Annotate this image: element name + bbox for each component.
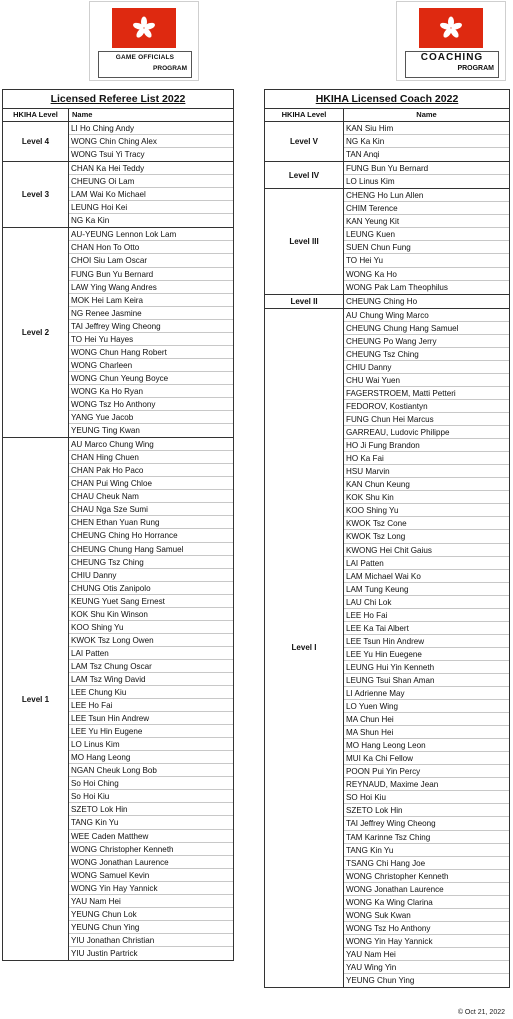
name-row: CHEUNG Ching Ho xyxy=(346,296,418,306)
level-column-header: HKIHA Level xyxy=(3,109,69,121)
name-row: CHUNG Otis Zanipolo xyxy=(69,582,233,595)
name-row: LI Ho Ching Andy xyxy=(69,122,233,135)
level-group xyxy=(3,228,233,438)
name-row: WONG Ka Ho xyxy=(344,268,509,281)
name-row: NGAN Cheuk Long Bob xyxy=(69,764,233,777)
level-label: Level III xyxy=(265,189,344,293)
name-row: TAM Karinne Tsz Ching xyxy=(344,831,509,844)
name-row: LEE Tsun Hin Andrew xyxy=(344,635,509,648)
name-row: LEE Tsun Hin Andrew xyxy=(69,712,233,725)
name-row: KOK Shu Kin xyxy=(344,491,509,504)
name-row: YEUNG Chun Ying xyxy=(346,976,415,986)
name-row: AU Chung Wing Marco xyxy=(344,309,509,322)
name-row: CHAU Nga Sze Sumi xyxy=(69,503,233,516)
name-row: GARREAU, Ludovic Philippe xyxy=(344,426,509,439)
name-row: FAGERSTROEM, Matti Petteri xyxy=(344,387,509,400)
name-list xyxy=(344,295,509,308)
name-row: CHEUNG Tsz Ching xyxy=(344,348,509,361)
name-row: TAI Jeffrey Wing Cheong xyxy=(344,817,509,830)
name-row: YAU Wing Yin xyxy=(344,961,509,974)
name-row: SZETO Lok Hin xyxy=(344,804,509,817)
name-row: CHAN Hing Chuen xyxy=(69,451,233,464)
name-row: POON Pui Yin Percy xyxy=(344,765,509,778)
name-row: CHU Wai Yuen xyxy=(344,374,509,387)
hong-kong-flag-icon xyxy=(112,8,176,48)
name-row: WONG Charleen xyxy=(69,359,233,372)
name-row: SZETO Lok Hin xyxy=(69,803,233,816)
name-row: TAI Jeffrey Wing Cheong xyxy=(69,320,233,333)
name-row: KOK Shu Kin Winson xyxy=(69,608,233,621)
name-row: TAN Anqi xyxy=(346,150,380,160)
level-column-header: HKIHA Level xyxy=(265,109,344,121)
name-row: REYNAUD, Maxime Jean xyxy=(344,778,509,791)
name-row: HSU Marvin xyxy=(344,465,509,478)
name-row: SUEN Chun Fung xyxy=(344,241,509,254)
name-row: LAM Wai Ko Michael xyxy=(69,188,233,201)
level-label: Level I xyxy=(265,309,344,987)
logo-program-box xyxy=(98,51,192,78)
name-row: CHEUNG Ching Ho Horrance xyxy=(69,529,233,542)
level-label: Level 1 xyxy=(3,438,69,960)
name-row: YEUNG Chun Ying xyxy=(69,921,233,934)
name-row: WONG Samuel Kevin xyxy=(69,869,233,882)
name-row: WONG Christopher Kenneth xyxy=(69,843,233,856)
name-row: CHAN Pui Wing Chloe xyxy=(69,477,233,490)
name-row: LAM Tsz Wing David xyxy=(69,673,233,686)
name-row: WONG Suk Kwan xyxy=(344,909,509,922)
name-list xyxy=(69,122,233,161)
name-row: CHAN Ka Hei Teddy xyxy=(69,162,233,175)
name-row: LO Linus Kim xyxy=(346,177,395,187)
name-row: FUNG Chun Hei Marcus xyxy=(344,413,509,426)
level-label: Level 3 xyxy=(3,162,69,227)
name-row: LAI Patten xyxy=(344,557,509,570)
name-row: CHIU Danny xyxy=(69,569,233,582)
level-label: Level 4 xyxy=(3,122,69,161)
coach-table-body xyxy=(265,122,509,987)
name-row: WONG Ka Wing Clarina xyxy=(344,896,509,909)
name-row: WONG Jonathan Laurence xyxy=(69,856,233,869)
name-row: KAN Chun Keung xyxy=(344,478,509,491)
name-row: YANG Yue Jacob xyxy=(69,411,233,424)
name-row: YAU Nam Hei xyxy=(344,948,509,961)
name-row: KAN Siu Him xyxy=(344,122,509,135)
name-row: TANG Kin Yu xyxy=(69,816,233,829)
name-row: HO Ji Fung Brandon xyxy=(344,439,509,452)
level-group xyxy=(265,162,509,189)
name-row: LEE Yu Hin Euegene xyxy=(344,648,509,661)
logo-line1: COACHING xyxy=(420,52,484,63)
name-row: YEUNG Chun Lok xyxy=(69,908,233,921)
name-row: LEE Ho Fai xyxy=(344,609,509,622)
referee-table-title: Licensed Referee List 2022 xyxy=(3,90,233,109)
name-row: CHENG Ho Lun Allen xyxy=(344,189,509,202)
name-row: KOO Shing Yu xyxy=(69,621,233,634)
referee-table-header xyxy=(3,109,233,122)
name-row: LO Yuen Wing xyxy=(344,700,509,713)
name-row: LI Adrienne May xyxy=(344,687,509,700)
coach-table-title: HKIHA Licensed Coach 2022 xyxy=(265,90,509,109)
name-row: FEDOROV, Kostiantyn xyxy=(344,400,509,413)
name-row: CHIU Danny xyxy=(344,361,509,374)
level-group xyxy=(265,295,509,309)
name-row: LEUNG Hoi Kei xyxy=(69,201,233,214)
name-row: AU Marco Chung Wing xyxy=(69,438,233,451)
name-row: YIU Jonathan Christian xyxy=(69,934,233,947)
name-row: CHAN Pak Ho Paco xyxy=(69,464,233,477)
name-row: HO Ka Fai xyxy=(344,452,509,465)
level-group xyxy=(265,122,509,162)
name-row: WONG Tsz Ho Anthony xyxy=(344,922,509,935)
name-row: YIU Justin Partrick xyxy=(71,948,138,958)
level-label: Level IV xyxy=(265,162,344,188)
name-row: WONG Jonathan Laurence xyxy=(344,883,509,896)
name-row: LEUNG Hui Yin Kenneth xyxy=(344,661,509,674)
name-row: TANG Kin Yu xyxy=(344,844,509,857)
name-row: KOO Shing Yu xyxy=(344,504,509,517)
name-row: MO Hang Leong Leon xyxy=(344,739,509,752)
logo-line1: GAME OFFICIALS xyxy=(115,54,175,61)
name-row: CHEUNG Po Wang Jerry xyxy=(344,335,509,348)
coaching-logo xyxy=(396,1,506,81)
name-row: CHEN Ethan Yuan Rung xyxy=(69,516,233,529)
name-row: WONG Pak Lam Theophilus xyxy=(346,282,448,292)
name-row: LEUNG Tsui Shan Aman xyxy=(344,674,509,687)
name-list xyxy=(69,228,233,437)
name-row: NG Ka Kin xyxy=(344,135,509,148)
level-label: Level II xyxy=(265,295,344,308)
name-row: WONG Chin Ching Alex xyxy=(69,135,233,148)
name-row: YAU Nam Hei xyxy=(69,895,233,908)
level-group xyxy=(265,309,509,987)
level-label: Level V xyxy=(265,122,344,161)
name-row: KAN Yeung Kit xyxy=(344,215,509,228)
name-row: WONG Christopher Kenneth xyxy=(344,870,509,883)
name-row: CHAN Hon To Otto xyxy=(69,241,233,254)
name-row: MUI Ka Chi Fellow xyxy=(344,752,509,765)
name-row: LAM Tung Keung xyxy=(344,583,509,596)
name-list xyxy=(69,438,233,960)
name-row: CHEUNG Oi Lam xyxy=(69,175,233,188)
name-row: CHIM Terence xyxy=(344,202,509,215)
name-row: WONG Ka Ho Ryan xyxy=(69,385,233,398)
name-row: LEE Chung Kiu xyxy=(69,686,233,699)
name-row: MOK Hei Lam Keira xyxy=(69,294,233,307)
name-column-header: Name xyxy=(416,110,437,119)
name-row: NG Ka Kin xyxy=(71,216,110,226)
referee-table-body xyxy=(3,122,233,960)
name-list xyxy=(344,309,509,987)
level-label: Level 2 xyxy=(3,228,69,437)
name-row: FUNG Bun Yu Bernard xyxy=(344,162,509,175)
game-officials-logo xyxy=(89,1,199,81)
name-row: LEE Ho Fai xyxy=(69,699,233,712)
name-row: WONG Tsz Ho Anthony xyxy=(69,398,233,411)
name-row: WONG Tsui Yi Tracy xyxy=(71,150,145,160)
name-row: So Hoi Ching xyxy=(69,777,233,790)
name-row: So Hoi Kiu xyxy=(69,790,233,803)
level-group xyxy=(3,122,233,162)
name-row: LAU Chi Lok xyxy=(344,596,509,609)
name-row: KWOK Tsz Long xyxy=(344,530,509,543)
name-row: YEUNG Ting Kwan xyxy=(71,426,140,436)
coach-table xyxy=(264,89,510,988)
name-row: LEUNG Kuen xyxy=(344,228,509,241)
name-row: KWONG Hei Chit Gaius xyxy=(344,544,509,557)
name-row: NG Renee Jasmine xyxy=(69,307,233,320)
name-row: SO Hoi Kiu xyxy=(344,791,509,804)
name-row: LAM Michael Wai Ko xyxy=(344,570,509,583)
name-row: LEE Yu Hin Eugene xyxy=(69,725,233,738)
hong-kong-flag-icon xyxy=(419,8,483,48)
name-row: LAM Tsz Chung Oscar xyxy=(69,660,233,673)
name-row: WONG Yin Hay Yannick xyxy=(69,882,233,895)
coach-table-header xyxy=(265,109,509,122)
name-row: CHEUNG Chung Hang Samuel xyxy=(344,322,509,335)
name-row: TO Hei Yu xyxy=(344,254,509,267)
name-row: KWOK Tsz Long Owen xyxy=(69,634,233,647)
name-row: TO Hei Yu Hayes xyxy=(69,333,233,346)
name-row: KWOK Tsz Cone xyxy=(344,517,509,530)
name-row: WONG Chun Yeung Boyce xyxy=(69,372,233,385)
name-list xyxy=(344,189,509,293)
referee-table xyxy=(2,89,234,961)
level-group xyxy=(3,438,233,960)
name-row: KEUNG Yuet Sang Ernest xyxy=(69,595,233,608)
name-row: AU-YEUNG Lennon Lok Lam xyxy=(69,228,233,241)
name-row: LAW Ying Wang Andres xyxy=(69,281,233,294)
name-row: WEE Caden Matthew xyxy=(69,830,233,843)
logo-line2: PROGRAM xyxy=(153,65,187,72)
name-row: MA Chun Hei xyxy=(344,713,509,726)
name-row: LAI Patten xyxy=(69,647,233,660)
name-list xyxy=(344,122,509,161)
name-row: MA Shun Hei xyxy=(344,726,509,739)
name-row: FUNG Bun Yu Bernard xyxy=(69,268,233,281)
name-row: CHEUNG Chung Hang Samuel xyxy=(69,543,233,556)
name-row: CHAU Cheuk Nam xyxy=(69,490,233,503)
footer-date: © Oct 21, 2022 xyxy=(457,1009,505,1016)
name-row: LO Linus Kim xyxy=(69,738,233,751)
logo-program-box xyxy=(405,51,499,78)
name-list xyxy=(344,162,509,188)
name-row: CHEUNG Tsz Ching xyxy=(69,556,233,569)
name-row: LEE Ka Tai Albert xyxy=(344,622,509,635)
level-group xyxy=(3,162,233,228)
name-row: MO Hang Leong xyxy=(69,751,233,764)
logo-line2: PROGRAM xyxy=(457,65,494,72)
name-list xyxy=(69,162,233,227)
name-row: TSANG Chi Hang Joe xyxy=(344,857,509,870)
level-group xyxy=(265,189,509,294)
name-column-header: Name xyxy=(72,110,93,119)
name-row: WONG Chun Hang Robert xyxy=(69,346,233,359)
name-row: WONG Yin Hay Yannick xyxy=(344,935,509,948)
name-row: CHOI Siu Lam Oscar xyxy=(69,254,233,267)
